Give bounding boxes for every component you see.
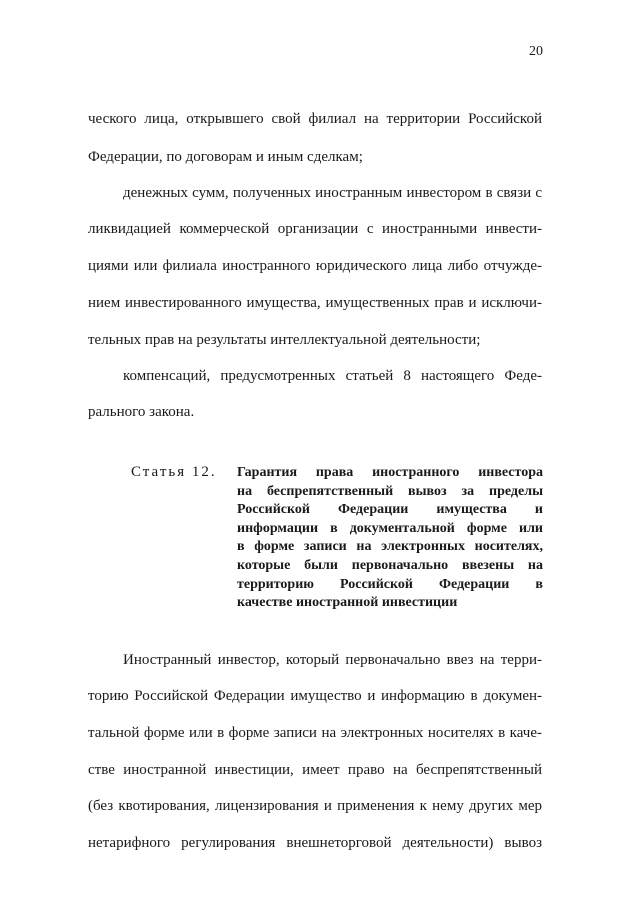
article-title-line: Гарантия права иностранного инвестора: [237, 465, 543, 480]
article-title-line: которые были первоначально ввезены на: [237, 557, 543, 573]
article-title-line: информации в документальной форме или: [237, 520, 543, 536]
paragraph-line: денежных сумм, полученных иностранным инвестором в связи с: [123, 185, 542, 201]
page-number: 20: [529, 44, 543, 59]
paragraph-line: нетарифного регулирования внешнеторговой деятельности) вывоз: [88, 835, 542, 851]
paragraph-line: стве иностранной инвестиции, имеет право на беспрепятственный: [88, 762, 542, 778]
article-title-line: на беспрепятственный вывоз за пределы: [237, 483, 543, 499]
article-title-line: Российской Федерации имущества и: [237, 502, 543, 518]
paragraph-line: Иностранный инвестор, который первоначально ввез на терри-: [123, 652, 542, 668]
paragraph-line: ческого лица, открывшего свой филиал на территории Российской: [88, 111, 542, 127]
article-title-line: качестве иностранной инвестиции: [237, 595, 458, 611]
paragraph-line: рального закона.: [88, 404, 195, 420]
paragraph-line: тальной форме или в форме записи на электронных носителях в каче-: [88, 725, 542, 741]
paragraph-line: циями или филиала иностранного юридического лица либо отчужде-: [88, 258, 542, 274]
paragraph-line: компенсаций, предусмотренных статьей 8 настоящего Феде-: [123, 368, 542, 384]
paragraph-line: (без квотирования, лицензирования и применения к нему других мер: [88, 798, 542, 814]
article-label: Статья 12.: [131, 464, 217, 480]
paragraph-line: нием инвестированного имущества, имущественных прав и исключи-: [88, 295, 542, 311]
paragraph-line: тельных прав на результаты интеллектуальной деятельности;: [88, 332, 481, 348]
paragraph-line: Федерации, по договорам и иным сделкам;: [88, 149, 363, 165]
paragraph-line: торию Российской Федерации имущество и информацию в докумен-: [88, 688, 542, 704]
article-title-line: территорию Российской Федерации в: [237, 576, 543, 592]
paragraph-line: ликвидацией коммерческой организации с иностранными инвести-: [88, 221, 542, 237]
article-title-line: в форме записи на электронных носителях,: [237, 539, 543, 555]
article-title: [237, 464, 543, 613]
